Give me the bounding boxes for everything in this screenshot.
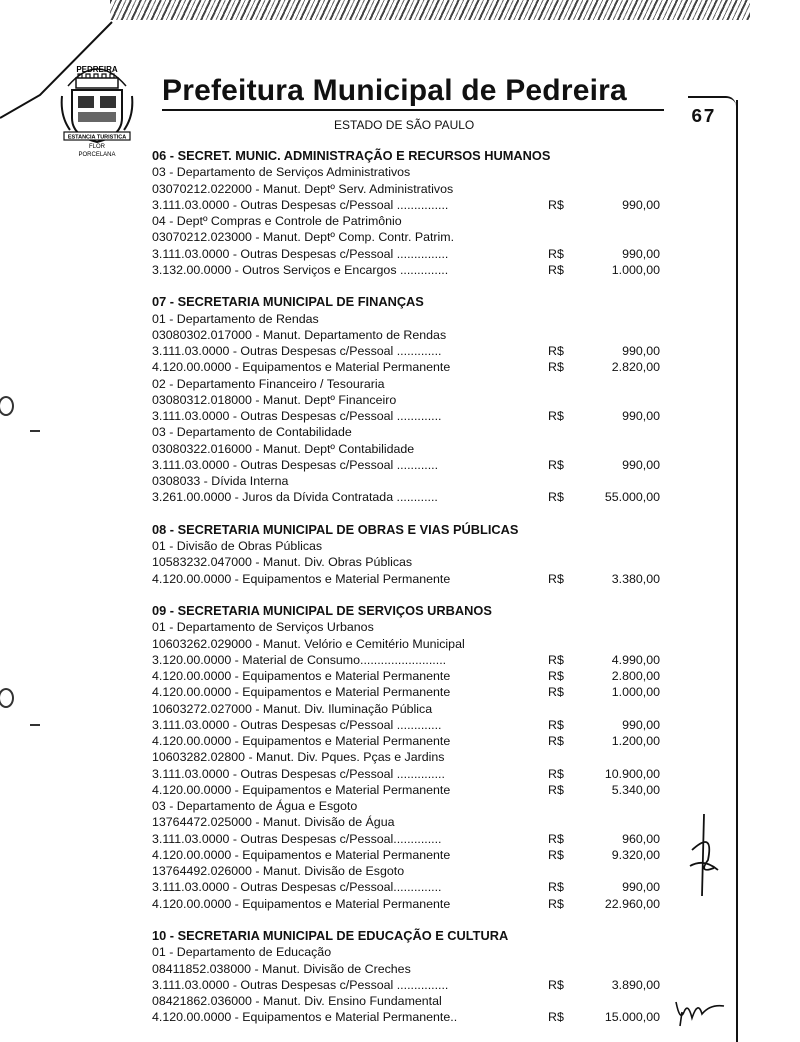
line-amount: 990,00: [622, 457, 660, 472]
budget-line-item: [152, 1009, 672, 1025]
line-label: 3.111.03.0000 - Outras Despesas c/Pessoal .............: [152, 409, 442, 423]
crest-crown: [76, 78, 118, 88]
line-currency: R$: [548, 652, 564, 667]
budget-line-item: [152, 359, 672, 375]
budget-subheading: [152, 554, 672, 570]
budget-subheading: [152, 798, 672, 814]
budget-line-item: [152, 831, 672, 847]
line-label: 03070212.023000 - Manut. Deptº Comp. Contr. Patrim.: [152, 230, 455, 245]
line-amount: 10.900,00: [604, 766, 660, 781]
line-label: 01 - Departamento de Serviços Urbanos: [152, 620, 374, 635]
line-amount: 9.320,00: [611, 847, 660, 862]
section-spacer: [152, 278, 672, 294]
line-currency: R$: [548, 490, 564, 505]
section-heading-label: 06 - SECRET. MUNIC. ADMINISTRAÇÃO E RECURSOS HUMANOS: [152, 148, 551, 163]
line-label: 02 - Departamento Financeiro / Tesouraria: [152, 376, 385, 391]
page-subtitle: ESTADO DE SÃO PAULO: [334, 118, 475, 132]
line-label: 4.120.00.0000 - Equipamentos e Material Permanente: [152, 669, 451, 683]
line-currency: R$: [548, 262, 564, 277]
section-heading-label: 09 - SECRETARIA MUNICIPAL DE SERVIÇOS URBANOS: [152, 603, 492, 618]
line-label: 3.111.03.0000 - Outras Despesas c/Pessoal ...............: [152, 246, 449, 261]
line-label: 03 - Departamento de Água e Esgoto: [152, 799, 358, 813]
section-heading: [152, 928, 672, 944]
budget-subheading: [152, 749, 672, 765]
line-label: 03080302.017000 - Manut. Departamento de Rendas: [152, 327, 447, 342]
line-currency: R$: [548, 197, 564, 212]
line-amount: 990,00: [622, 344, 660, 358]
budget-subheading: [152, 424, 672, 440]
budget-line-item: [152, 717, 672, 733]
line-label: 4.120.00.0000 - Equipamentos e Material Permanente: [152, 847, 451, 862]
line-currency: R$: [548, 246, 564, 261]
crest-top-text: PEDREIRA: [76, 65, 118, 74]
line-label: 3.111.03.0000 - Outras Despesas c/Pessoal..............: [152, 880, 442, 895]
line-currency: R$: [548, 685, 564, 700]
section-heading: [152, 603, 672, 619]
section-heading: [152, 294, 672, 310]
line-label: 3.261.00.0000 - Juros da Dívida Contratada ............: [152, 490, 438, 505]
section-heading-label: 08 - SECRETARIA MUNICIPAL DE OBRAS E VIAS PÚBLICAS: [152, 521, 519, 537]
line-currency: R$: [548, 977, 564, 992]
budget-subheading: [152, 376, 672, 392]
line-amount: 22.960,00: [604, 896, 660, 911]
line-amount: 1.000,00: [611, 262, 660, 277]
crest-bottom-text-1: FLOR: [88, 144, 106, 150]
budget-subheading: [152, 327, 672, 343]
line-amount: 960,00: [622, 831, 660, 846]
line-label: 01 - Departamento de Educação: [152, 945, 332, 960]
budget-line-item: [152, 684, 672, 700]
budget-line-item: [152, 262, 672, 278]
budget-line-item: [152, 847, 672, 863]
budget-subheading: [152, 392, 672, 408]
line-currency: R$: [548, 571, 564, 586]
line-label: 10603272.027000 - Manut. Div. Iluminação Pública: [152, 701, 433, 716]
scan-right-edge: [736, 100, 738, 1042]
line-label: 10603262.029000 - Manut. Velório e Cemitério Municipal: [152, 636, 465, 651]
line-amount: 1.000,00: [611, 685, 660, 700]
budget-subheading: [152, 993, 672, 1009]
punch-hole-upper: [0, 396, 14, 416]
line-label: 08411852.038000 - Manut. Divisão de Creches: [152, 961, 411, 976]
crest-bottom-text-2: PORCELANA: [78, 152, 116, 158]
line-amount: 990,00: [622, 880, 660, 895]
line-label: 03080322.016000 - Manut. Deptº Contabilidade: [152, 441, 415, 456]
scan-mark: [30, 430, 40, 432]
line-currency: R$: [548, 734, 564, 748]
section-heading-label: 07 - SECRETARIA MUNICIPAL DE FINANÇAS: [152, 294, 424, 310]
line-currency: R$: [548, 831, 564, 846]
budget-subheading: [152, 181, 672, 197]
punch-hole-lower: [0, 688, 14, 708]
section-heading-label: 10 - SECRETARIA MUNICIPAL DE EDUCAÇÃO E CULTURA: [152, 928, 509, 943]
title-underline: [162, 109, 664, 111]
section-spacer: [152, 912, 672, 928]
budget-subheading: [152, 961, 672, 977]
line-amount: 2.820,00: [611, 360, 660, 375]
budget-subheading: [152, 863, 672, 879]
line-label: 13764472.025000 - Manut. Divisão de Água: [152, 815, 395, 830]
budget-subheading: [152, 538, 672, 554]
line-amount: 3.890,00: [611, 977, 660, 992]
line-label: 03 - Departamento de Contabilidade: [152, 425, 352, 440]
line-currency: R$: [548, 847, 564, 862]
line-label: 4.120.00.0000 - Equipamentos e Material Permanente..: [152, 1010, 458, 1025]
line-label: 13764492.026000 - Manut. Divisão de Esgoto: [152, 864, 405, 878]
line-label: 3.111.03.0000 - Outras Despesas c/Pessoal ...............: [152, 197, 449, 212]
line-label: 01 - Departamento de Rendas: [152, 311, 319, 326]
line-amount: 990,00: [622, 409, 660, 423]
line-label: 4.120.00.0000 - Equipamentos e Material Permanente: [152, 571, 451, 586]
line-label: 03 - Departamento de Serviços Administrativos: [152, 165, 411, 180]
line-label: 3.111.03.0000 - Outras Despesas c/Pessoal ..............: [152, 766, 445, 781]
budget-line-item: [152, 977, 672, 993]
budget-line-item: [152, 668, 672, 684]
line-label: 08421862.036000 - Manut. Div. Ensino Fundamental: [152, 994, 442, 1008]
line-currency: R$: [548, 880, 564, 895]
scan-mark: [30, 724, 40, 726]
line-currency: R$: [548, 669, 564, 683]
budget-line-item: [152, 879, 672, 895]
line-label: 3.132.00.0000 - Outros Serviços e Encargos ..............: [152, 262, 449, 277]
line-label: 04 - Deptº Compras e Controle de Patrimônio: [152, 214, 402, 228]
line-label: 3.120.00.0000 - Material de Consumo.........................: [152, 652, 447, 667]
line-label: 4.120.00.0000 - Equipamentos e Material Permanente: [152, 782, 451, 797]
line-currency: R$: [548, 717, 564, 732]
budget-line-item: [152, 197, 672, 213]
budget-subheading: [152, 229, 672, 245]
line-amount: 5.340,00: [611, 782, 660, 797]
budget-subheading: [152, 473, 672, 489]
line-label: 3.111.03.0000 - Outras Despesas c/Pessoal..............: [152, 831, 442, 846]
line-label: 0308033 - Dívida Interna: [152, 474, 289, 488]
line-label: 4.120.00.0000 - Equipamentos e Material Permanente: [152, 896, 451, 911]
line-amount: 15.000,00: [604, 1010, 660, 1025]
line-label: 01 - Divisão de Obras Públicas: [152, 539, 323, 553]
line-amount: 4.990,00: [611, 652, 660, 667]
crest-banner-text: ESTANCIA TURISTICA: [67, 134, 127, 141]
line-label: 3.111.03.0000 - Outras Despesas c/Pessoal .............: [152, 344, 442, 358]
line-currency: R$: [548, 782, 564, 797]
budget-subheading: [152, 944, 672, 960]
line-label: 4.120.00.0000 - Equipamentos e Material Permanente: [152, 685, 451, 700]
budget-subheading: [152, 213, 672, 229]
budget-line-item: [152, 571, 672, 587]
line-label: 10603282.02800 - Manut. Div. Pques. Pças e Jardins: [152, 750, 445, 765]
handwritten-initial-lower: [670, 992, 730, 1032]
line-currency: R$: [548, 344, 564, 358]
line-currency: R$: [548, 896, 564, 911]
line-label: 3.111.03.0000 - Outras Despesas c/Pessoal .............: [152, 717, 442, 732]
line-label: 03080312.018000 - Manut. Deptº Financeiro: [152, 392, 397, 407]
budget-listing: [152, 148, 672, 1026]
line-amount: 3.380,00: [611, 571, 660, 586]
budget-subheading: [152, 814, 672, 830]
line-label: 10583232.047000 - Manut. Div. Obras Públicas: [152, 555, 413, 570]
scan-noise-top: [110, 0, 750, 20]
line-label: 3.111.03.0000 - Outras Despesas c/Pessoal ............: [152, 457, 439, 472]
section-heading: [152, 522, 672, 538]
budget-line-item: [152, 733, 672, 749]
line-amount: 990,00: [622, 246, 660, 261]
budget-line-item: [152, 408, 672, 424]
budget-line-item: [152, 343, 672, 359]
line-amount: 1.200,00: [611, 734, 660, 748]
budget-line-item: [152, 246, 672, 262]
line-amount: 990,00: [622, 717, 660, 732]
budget-line-item: [152, 782, 672, 798]
budget-subheading: [152, 636, 672, 652]
line-amount: 990,00: [622, 197, 660, 212]
line-currency: R$: [548, 1010, 564, 1025]
line-label: 4.120.00.0000 - Equipamentos e Material Permanente: [152, 734, 451, 748]
budget-line-item: [152, 652, 672, 668]
line-currency: R$: [548, 766, 564, 781]
section-spacer: [152, 587, 672, 603]
budget-line-item: [152, 896, 672, 912]
budget-line-item: [152, 766, 672, 782]
municipal-crest-logo: [56, 56, 138, 160]
handwritten-initial-upper: [684, 810, 724, 900]
section-spacer: [152, 506, 672, 522]
line-amount: 2.800,00: [611, 669, 660, 683]
line-label: 03070212.022000 - Manut. Deptº Serv. Administrativos: [152, 181, 454, 196]
budget-subheading: [152, 701, 672, 717]
section-heading: [152, 148, 672, 164]
line-label: 3.111.03.0000 - Outras Despesas c/Pessoal ...............: [152, 977, 449, 992]
line-amount: 55.000,00: [604, 490, 660, 505]
budget-subheading: [152, 164, 672, 180]
line-currency: R$: [548, 409, 564, 423]
budget-line-item: [152, 489, 672, 505]
budget-subheading: [152, 441, 672, 457]
budget-line-item: [152, 457, 672, 473]
line-currency: R$: [548, 457, 564, 472]
line-label: 4.120.00.0000 - Equipamentos e Material Permanente: [152, 360, 451, 375]
budget-subheading: [152, 311, 672, 327]
budget-subheading: [152, 619, 672, 635]
line-currency: R$: [548, 360, 564, 375]
page-title: Prefeitura Municipal de Pedreira: [162, 74, 627, 107]
page-number: 67: [691, 106, 716, 128]
